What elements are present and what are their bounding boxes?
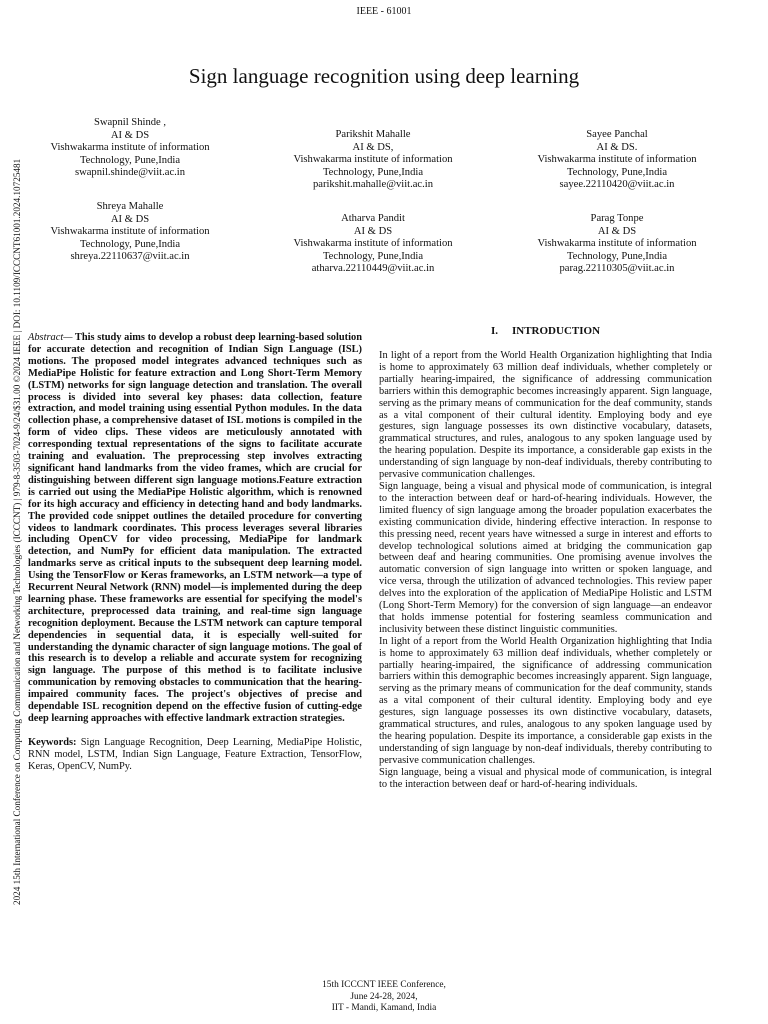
author-institution: Vishwakarma institute of information <box>537 154 697 166</box>
author-name: Atharva Pandit <box>341 213 405 224</box>
footer-dates: June 24-28, 2024, <box>350 991 418 1002</box>
author-institution: Vishwakarma institute of information <box>293 238 453 250</box>
author-location: Technology, Pune,India <box>322 166 424 178</box>
side-citation-note: 2024 15th International Conference on Computing Communication and Networking Technologies (ICCCNT) | 979-8-3503-7024-9/24/$31.00 ©2024 IEEE | DOI: 10.1109/ICCCNT61001.2024.10725481 <box>12 158 22 905</box>
keywords-text: Sign Language Recognition, Deep Learning, MediaPipe Holistic, RNN model, LSTM, Indian Sign Language, Feature Extraction, TensorFlow, Keras, OpenCV, NumPy. <box>28 736 362 772</box>
author-email: parikshit.mahalle@viit.ac.in <box>312 179 434 191</box>
section-heading-introduction <box>379 325 712 337</box>
keywords-lead: Keywords: <box>28 736 77 748</box>
paper-title: Sign language recognition using deep learning <box>188 64 580 88</box>
page-footer <box>0 980 768 1015</box>
author-institution: Vishwakarma institute of information <box>50 226 210 238</box>
author-location: Technology, Pune,India <box>566 250 668 262</box>
author-email: swapnil.shinde@viit.ac.in <box>74 167 186 179</box>
author-dept: AI & DS <box>110 213 150 225</box>
author-dept: AI & DS. <box>596 141 638 153</box>
author-block <box>253 129 493 192</box>
author-email: sayee.22110420@viit.ac.in <box>559 179 675 191</box>
header-conference-id: IEEE - 61001 <box>356 6 412 17</box>
author-email: shreya.22110637@viit.ac.in <box>70 251 190 263</box>
left-column <box>28 332 362 773</box>
author-name: Shreya Mahalle <box>96 201 164 212</box>
right-column <box>379 350 712 791</box>
intro-paragraph: Sign language, being a visual and physical mode of communication, is integral to the interaction between deaf or hard-of-hearing individuals. <box>379 766 712 790</box>
keywords <box>28 737 362 773</box>
author-name: Swapnil Shinde , <box>93 117 167 128</box>
author-location: Technology, Pune,India <box>566 166 668 178</box>
intro-paragraph: In light of a report from the World Health Organization highlighting that India is home to approximately 63 million deaf individuals, whether completely or partially hearing-impaired, the significance of addressing communication barriers within this demographic becomes increasingly apparent. Sign language, serving as the primary means of communication for the deaf community, stands as a vital component of their cultural identity. Employing body and eye gestures, sign language possesses its own distinctive vocabulary, datasets, grammatical structures, and rules, analogous to any spoken language used by the hearing population. Despite its importance, a considerable gap exists in the understanding of sign language by non-deaf individuals, thereby contributing to pervasive communication challenges. <box>379 350 712 481</box>
author-block <box>10 117 250 180</box>
author-institution: Vishwakarma institute of information <box>50 142 210 154</box>
abstract-lead: Abstract— <box>28 332 73 343</box>
author-block <box>10 201 250 264</box>
author-block <box>497 213 737 276</box>
author-email: atharva.22110449@viit.ac.in <box>311 263 435 275</box>
author-name: Parikshit Mahalle <box>335 129 411 140</box>
intro-paragraph: Sign language, being a visual and physical mode of communication, is integral to the interaction between deaf or hard-of-hearing individuals. However, the limited fluency of sign language among the broader population exacerbates the existing communication divide, hindering effective interaction. In response to this pressing need, recent years have witnessed a surge in interest and efforts to develop technological solutions aimed at bridging the communication gap between deaf and hearing communities. One promising avenue involves the automatic conversion of sign language into written or spoken language, and vice versa, through the utilization of advanced technologies. This review paper delves into the exploration of the application of MediaPipe Holistic and LSTM (Long Short-Term Memory) for the conversion of sign language—an endeavor that holds immense potential for fostering seamless communication and inclusivity between these distinct linguistic communities. <box>379 480 712 635</box>
section-number: I. <box>490 325 498 337</box>
author-name: Parag Tonpe <box>590 213 644 224</box>
author-institution: Vishwakarma institute of information <box>537 238 697 250</box>
author-dept: AI & DS, <box>352 141 394 153</box>
author-institution: Vishwakarma institute of information <box>293 154 453 166</box>
author-dept: AI & DS <box>353 225 393 237</box>
abstract-text: This study aims to develop a robust deep learning-based solution for accurate detection and recognition of Indian Sign Language (ISL) motions. The proposed model integrates advanced techniques such as MediaPipe Holistic for feature extraction and Long Short-Term Memory (LSTM) networks for sign language detection and translation. The overall process is divided into several key phases: data collection, feature extraction, and model training using essential Python modules. In the data collection phase, a comprehensive dataset of ISL motions is compiled in the form of video clips. These videos are meticulously annotated with corresponding textual representations of the signs to facilitate accurate training and evaluation. The preprocessing step involves extracting significant hand landmarks from the video frames, which are crucial for distinguishing between different sign language motions.Feature extraction is carried out using the MediaPipe Holistic algorithm, which is renowned for its high accuracy and efficiency in detecting hand and body landmarks. The provided code snippet outlines the detailed procedure for converting videos to landmark coordinates. This process leverages several libraries including OpenCV for video processing, MediaPipe for landmark detection, and NumPy for efficient data manipulation. The extracted landmarks serve as critical inputs to the subsequent deep learning model. Using the TensorFlow or Keras frameworks, an LSTM network—a type of Recurrent Neural Network (RNN) model—is implemented during the deep learning phase. These frameworks are essential for specifying the model's architecture, preprocessed data training, and real-time sign language recognition deployment. Because the LSTM network can capture temporal dependencies in sequential data, it is especially well-suited for understanding the dynamic character of sign language motions. The goal of this research is to develop a reliable and accurate system for recognizing sign language. The purpose of this method is to facilitate inclusive communication by removing obstacles to communication that the hearing-impaired community faces. The project's objectives of precise and dependable ISL recognition depend on the effective fusion of cutting-edge deep learning approaches with effective landmark extraction strategies. <box>28 332 362 724</box>
author-location: Technology, Pune,India <box>322 250 424 262</box>
author-email: parag.22110305@viit.ac.in <box>559 263 675 275</box>
author-location: Technology, Pune,India <box>79 154 181 166</box>
author-location: Technology, Pune,India <box>79 238 181 250</box>
footer-venue: IIT - Mandi, Kamand, India <box>331 1003 437 1014</box>
author-name: Sayee Panchal <box>586 129 648 140</box>
section-title: INTRODUCTION <box>512 325 601 337</box>
abstract <box>28 332 362 725</box>
author-dept: AI & DS <box>597 225 637 237</box>
author-block <box>497 129 737 192</box>
intro-paragraph: In light of a report from the World Health Organization highlighting that India is home to approximately 63 million deaf individuals, whether completely or partially hearing-impaired, the significance of addressing communication barriers within this demographic becomes increasingly apparent. Sign language, serving as the primary means of communication for the deaf community, stands as a vital component of their cultural identity. Employing body and eye gestures, sign language possesses its own distinctive vocabulary, datasets, grammatical structures, and rules, analogous to any spoken language used by the hearing population. Despite its importance, a considerable gap exists in the understanding of sign language by non-deaf individuals, thereby contributing to pervasive communication challenges. <box>379 635 712 766</box>
author-dept: AI & DS <box>110 129 150 141</box>
footer-conference: 15th ICCCNT IEEE Conference, <box>322 980 446 990</box>
author-block <box>253 213 493 276</box>
